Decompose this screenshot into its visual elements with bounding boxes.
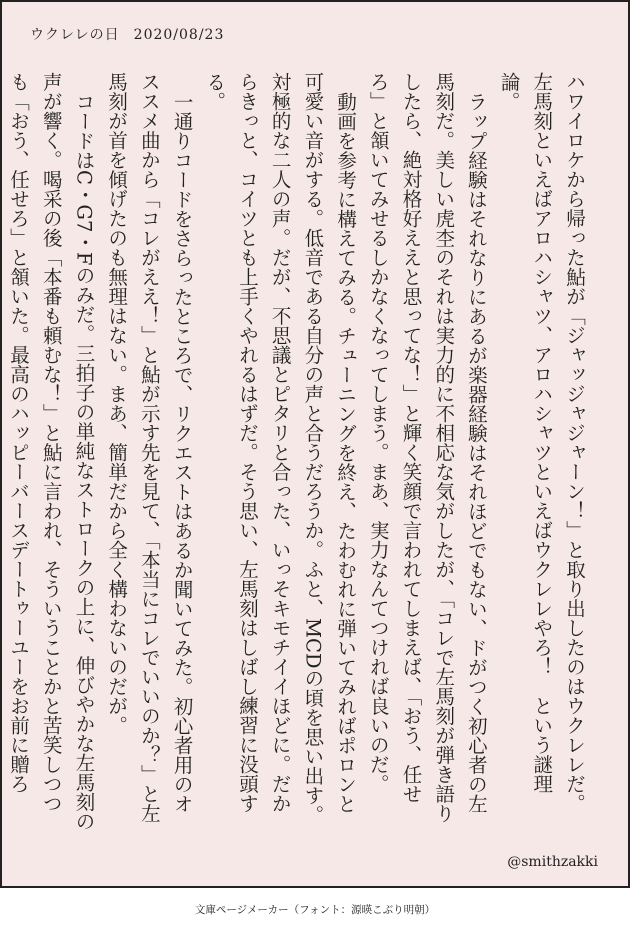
vertical-body-text <box>0 72 590 832</box>
author-signature: @smithzakki <box>507 854 598 870</box>
paragraph-1: ハワイロケから帰った鮎が「ジャッジャジャーン！」と取り出したのはウクレレだ。左馬刻といえばアロハシャツ、アロハシャツといえばウクレレやろ！ という謎理論。 <box>497 72 586 813</box>
paragraph-4: 一通りコードをさらったところで、リクエストはあるか聞いてみた。初心者用のオススメ曲から「コレがええ！」と鮎が示す先を見て、「本当にコレでいいのか？」と左馬刻が首を傾げたのも無理はない。まあ、簡単だから全く構わないのだが。 <box>105 72 194 823</box>
page-title: ウクレレの日 <box>30 27 120 43</box>
paragraph-2: ラップ経験はそれなりにあるが楽器経験はそれほどでもない、ドがつく初心者の左馬刻だ。美しい虎杢のそれは実力的に不相応な気がしたが、「コレで左馬刻が弾き語りしたら、絶対格好ええと思ってな！」と輝く笑顔で言われてしまえば、「おう、任せろ」と頷いてみせるしかなくなってしまう。まあ、実力なんてつければ良いのだ。 <box>366 72 488 823</box>
page-date: 2020/08/23 <box>133 27 225 43</box>
footer-credit: 文庫ページメーカー（フォント：源暎こぶり明朝） <box>194 904 436 916</box>
paragraph-5: コードはC・G7・Fのみだ。三拍子の単純なストロークの上に、伸びやかな左馬刻の声が響く。喝采の後「本番も頼むな！」と鮎に言われ、そういうことかと苦笑しつつも「おう、任せろ」と頷いた。最高のハッピーバースデートゥーユーをお前に贈ろ <box>7 72 96 831</box>
paragraph-3: 動画を参考に構えてみる。チューニングを終え、たわむれに弾いてみればポロンと可愛い音がする。低音である自分の声と合うだろうか。ふと、MCDの頃を思い出す。対極的な二人の声。だが、不思議とピタリと合った、いっそキモチイイほどに。だからきっと、コイツとも上手くやれるはずだ。そう思い、左馬刻はしばし練習に没頭する。 <box>203 72 358 825</box>
page-header <box>30 24 224 44</box>
